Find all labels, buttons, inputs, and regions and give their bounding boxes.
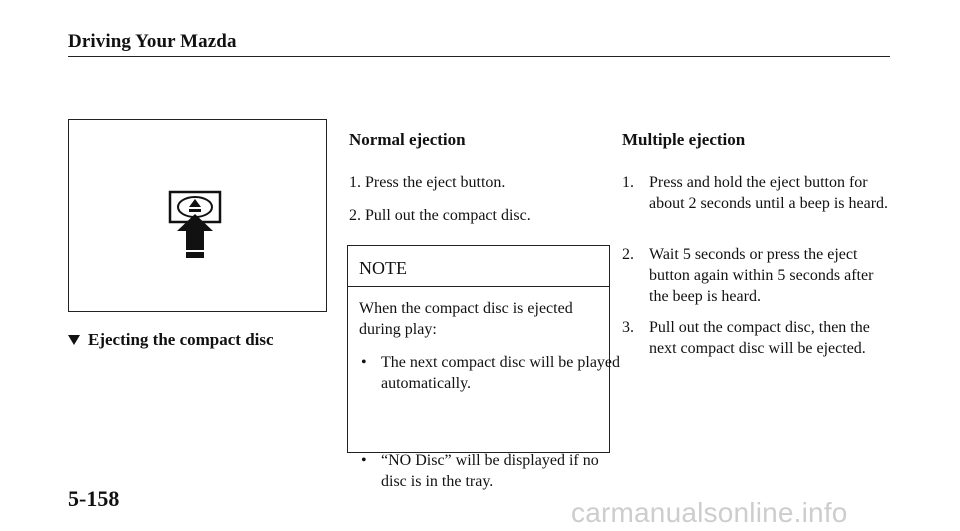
- step-number: 1.: [349, 174, 361, 191]
- step-text: Press and hold the eject button for about 2 seconds until a beep is heard.: [649, 174, 889, 212]
- note-box: [347, 245, 621, 490]
- step-text: Press the eject button.: [365, 174, 506, 191]
- bullet-icon: •: [361, 354, 367, 371]
- step-number: 1.: [622, 174, 634, 191]
- multiple-step-1: [622, 172, 892, 214]
- page-header-title: Driving Your Mazda: [68, 31, 237, 52]
- note-intro: When the compact disc is ejected during play:: [359, 300, 573, 338]
- normal-step-1: [349, 172, 505, 193]
- multiple-step-3: [622, 317, 892, 359]
- normal-step-2: [349, 205, 531, 226]
- step-number: 2.: [622, 246, 634, 263]
- multiple-ejection-heading: Multiple ejection: [622, 130, 746, 149]
- multiple-step-2: [622, 244, 892, 307]
- eject-button-icon: [168, 190, 224, 262]
- figure-caption-text: Ejecting the compact disc: [88, 330, 274, 349]
- caption-marker-icon: [68, 335, 80, 345]
- figure-caption: [68, 330, 274, 350]
- header-rule: [68, 56, 890, 57]
- step-number: 2.: [349, 207, 361, 224]
- page-number: 5-158: [68, 486, 120, 511]
- note-bullet: [359, 352, 621, 394]
- step-text: Pull out the compact disc.: [365, 207, 531, 224]
- normal-ejection-heading: Normal ejection: [349, 130, 466, 149]
- note-bullet: [359, 450, 621, 492]
- bullet-icon: •: [361, 452, 367, 469]
- step-number: 3.: [622, 319, 634, 336]
- note-bullet-text: “NO Disc” will be displayed if no disc is in the tray.: [381, 452, 599, 490]
- note-bullet-text: The next compact disc will be played automatically.: [381, 354, 621, 392]
- step-text: Pull out the compact disc, then the next compact disc will be ejected.: [649, 319, 870, 357]
- step-text: Wait 5 seconds or press the eject button again within 5 seconds after the beep is heard.: [649, 246, 874, 305]
- note-title: NOTE: [359, 258, 407, 278]
- watermark-text: carmanualsonline.info: [571, 497, 848, 528]
